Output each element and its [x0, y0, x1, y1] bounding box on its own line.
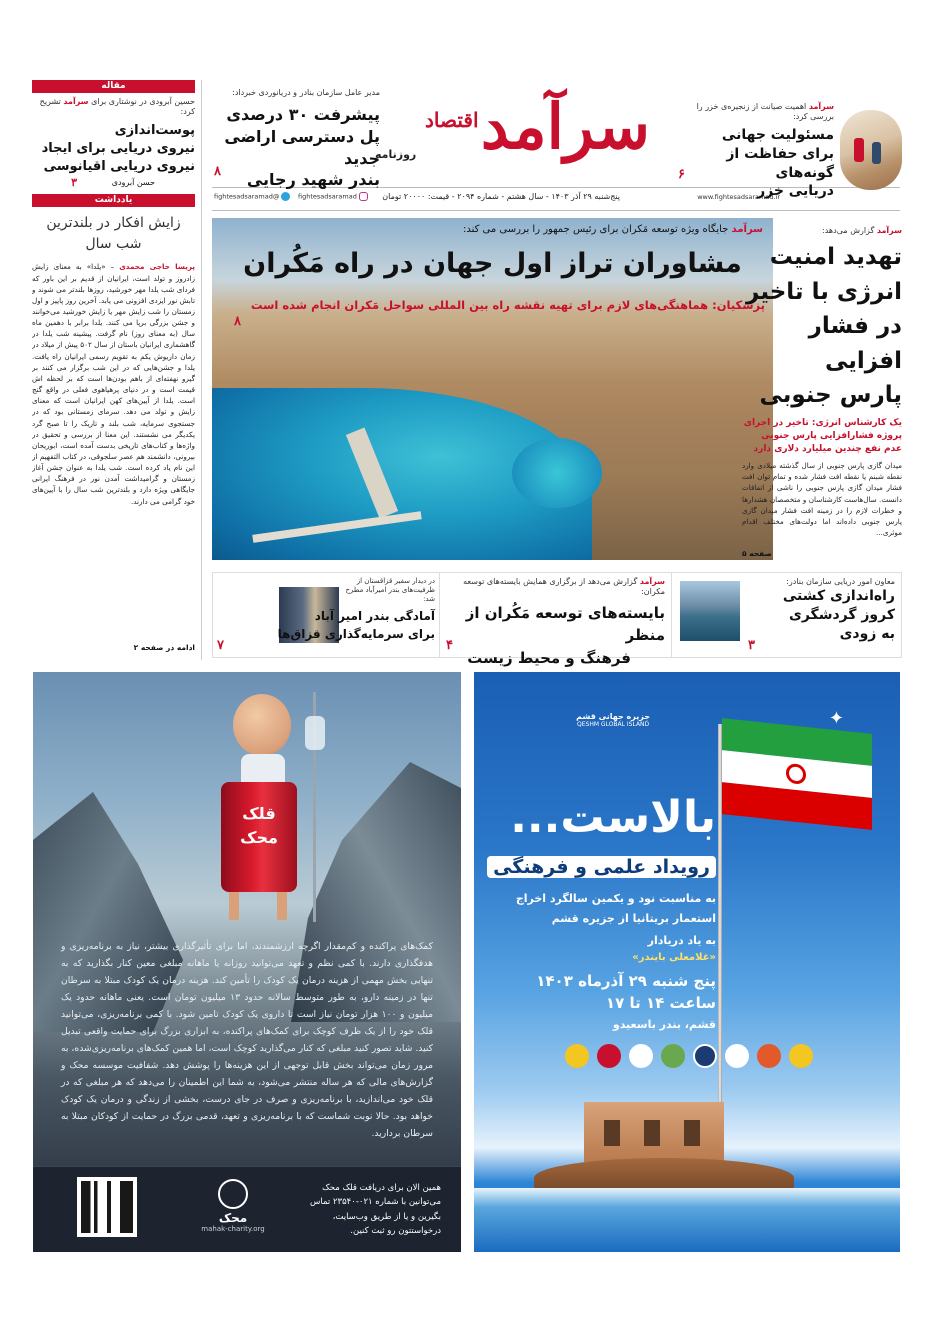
- energy-page-ref[interactable]: صفحه ۵: [742, 549, 772, 559]
- mahak-footer: [33, 1166, 461, 1252]
- energy-title-4: پارس جنوبی: [759, 382, 902, 409]
- sponsor-logo: [789, 1044, 813, 1068]
- masthead-logo: سرآمد: [480, 90, 650, 163]
- energy-title-2: انرژی با تاخیر: [746, 278, 902, 305]
- top-right-title-2: برای حفاظت از گونه‌های: [726, 145, 834, 181]
- bottom-news-title-line: به زودی: [839, 626, 895, 643]
- website-link[interactable]: www.fightesadsaramad.ir: [697, 193, 780, 201]
- qeshm-org-en: QESHM GLOBAL ISLAND: [577, 721, 650, 728]
- lead-story[interactable]: [212, 218, 773, 560]
- column-divider: [201, 80, 202, 660]
- page-number: ۶: [678, 167, 685, 182]
- bottom-news-title-line: آمادگی بندر امیر آباد: [314, 609, 435, 623]
- sponsor-logo: [597, 1044, 621, 1068]
- can-label: محک: [240, 828, 278, 847]
- telegram-link[interactable]: @fightesadsaramad: [214, 192, 290, 201]
- lead-title: مشاوران تراز اول جهان در راه مَکُران: [243, 248, 742, 279]
- child-figure: [233, 694, 291, 756]
- top-right-title-3: دریایی خزر: [757, 183, 834, 200]
- top-right-title-1: مسئولیت جهانی: [721, 126, 834, 143]
- bottom-news-title-line: برای سرمایه‌گذاری قزاق‌ها: [277, 627, 435, 641]
- yaddasht-continue[interactable]: ادامه در صفحه ۲: [133, 643, 195, 653]
- top-left-news[interactable]: [212, 88, 380, 190]
- top-left-kicker: مدیر عامل سازمان بنادر و دریانوردی خبرداد:: [232, 88, 380, 97]
- lead-kicker: سرآمد جایگاه ویژه توسعه مَکران برای رئیس جمهور را بررسی می کند:: [462, 224, 763, 235]
- qeshm-org-fa: جزیره جهانی قشم: [576, 712, 650, 721]
- mahak-body: کمک‌های پراکنده و کم‌مقدار اگرچه ارزشمندند، اما برای تأثیرگذاری بیشتر، نیاز به برنامه‌ریزی و هدفگذاری دارند. با کمی نظم و تعهد می‌توانید روزانه یا ماهانه مبلغی معین کنار بگذارید که به تنهایی بخش مهمی از هزینه درمان یک کودک را تأمین کند. هزینه درمان یک کودک مبتلا به سرطان تنها در زمینه دارو، به طور متوسط سالانه حدود ۱۳ میلیون تومان است. یعنی ماهانه حدود یک میلیون و ۱۰۰ هزار تومان نیاز است تا داروی یک کودک تامین شود. با کمی برنامه‌ریزی، می‌توانید قلک خود را از یک ظرف کوچک برای کمک‌های پراکنده، به ابزاری بزرگ برای حمایت واقعی تبدیل کنید. شاید تصور کنید مبلغی که کنار می‌گذارید کوچک است، اما همین کمک‌های برنامه‌ریزی‌شده، به مرور زمان می‌تواند بخش قابل توجهی از این هزینه‌ها را پوشش دهد. شفافیت موسسه محک و گزارش‌های مالی که هر ساله منتشر می‌شود، به شما این اطمینان را می‌دهد که هر مبلغی که در قلک خود می‌اندازید، با برنامه‌ریزی و صرف در جای درست، بخشی از زندگی و درمان یک کودک خواهد بود. حالا نوبت شماست که با برنامه‌ریزی و تعهد، قدمی بزرگ در حمایت از کودکان مبتلا به سرطان بردارید.: [61, 941, 433, 1140]
- page-number: ۴: [446, 638, 453, 653]
- bottom-news-kicker: در دیدار سفیر قزاقستان از ظرفیت‌های بندر امیرآباد مطرح شد:: [345, 577, 435, 604]
- sidebar: [32, 80, 195, 660]
- qeshm-sub2: به مناسبت نود و یکمین سالگرد اخراج: [515, 892, 716, 905]
- iv-bag: [305, 716, 325, 750]
- yaddasht-title[interactable]: زایش افکار در بلندترین شب سال: [46, 215, 181, 253]
- qeshm-headline: بالاست...: [510, 792, 716, 843]
- qeshm-sub4: به یاد دریادار: [647, 934, 716, 947]
- qr-code[interactable]: [77, 1177, 137, 1237]
- dateline-text: پنج‌شنبه ۲۹ آذر ۱۴۰۳ - سال هشتم - شماره ۲۰۹۴ - قیمت: ۲۰۰۰۰ تومان: [382, 192, 620, 201]
- masthead: [375, 82, 680, 182]
- bird-icon: ✦: [828, 708, 844, 729]
- top-left-title-1: پیشرفت ۳۰ درصدی: [226, 105, 380, 125]
- bottom-news-kicker: معاون امور دریایی سازمان بنادر:: [786, 577, 895, 586]
- sponsor-logo: [757, 1044, 781, 1068]
- can-label: قلک: [242, 804, 276, 823]
- page-number: ۳: [71, 176, 77, 190]
- qolak-can: [221, 782, 297, 892]
- yaddasht-label: یادداشت: [32, 194, 195, 207]
- energy-body: میدان گازی پارس جنوبی از سال گذشته میلادی وارد نقطه شبنم یا نقطه افت فشار شده و تمام توان افت فشار میدان گازی پارس جنوبی را ناشی از اتفاقات دانست. سال‌هاست کارشناسان و متخصصان هشدارها و خطرات لازم را در زمینه افت فشار میدان گازی پارس جنوبی داده‌اند اما دولت‌های مختلف اقدام موثری...: [742, 461, 902, 537]
- energy-kicker: سرآمد گزارش می‌دهد:: [822, 226, 902, 235]
- mahak-cta: همین الان برای دریافت قلک محک می‌توانین با شماره ۰۲۱-۲۳۵۴۰ تماس بگیرین و یا از طریق وب‌سایت، درخواستتون رو ثبت کنین.: [310, 1183, 441, 1237]
- sponsor-logo: [725, 1044, 749, 1068]
- top-right-kicker: سرآمد اهمیت صیانت از زنجیره‌ی خزر را بررسی کرد:: [696, 102, 834, 122]
- masthead-label: روزنامه: [375, 148, 417, 161]
- bottom-news-item[interactable]: [671, 573, 901, 657]
- masthead-logo-sub: اقتصاد: [425, 108, 479, 132]
- page-number: ۷: [217, 638, 224, 653]
- maghaleh-author: حسن آبرودی: [111, 178, 155, 188]
- page-number: ۳: [748, 638, 755, 653]
- mahak-logo-text: محک: [218, 1211, 248, 1225]
- instagram-link[interactable]: fightesadsaramad: [298, 192, 368, 201]
- top-left-title-3: بندر شهید رجایی: [246, 170, 380, 190]
- bottom-news-photo: [680, 581, 740, 641]
- qeshm-sub1: رویداد علمی و فرهنگی: [487, 856, 716, 878]
- yaddasht-body: پریسا حاجی محمدی – «یلدا» به معنای زایش زادروز و تولد است، ایرانیان از قدیم بر این باور که فردای شب یلدا مهر خورشید، روزها بلندتر می شوند و تابش نور ایزدی افزونی می یابد. آخرین روز پاییز و اول زمستان را شب زایش مهر یا زایش خورشید می‌خوانند و جشن بزرگی برپا می کنند. یلدا برابر با دهمین ماه سال (به معنای روز) نام گرفت. پیشینه شب یلدا در گاهشماری ایرانیان باستان از سال ۵۰۲ پیش از میلاد در زمان داریوش یکم به تقویم رسمی ایرانیان راه یافت. یلدا و جشن‌هایی که در این شب برگزار می کنند بر گیرو نهفته‌ای از باهم بودن‌ها است که بر لحظه اش قیمت است و در دنیای پرهیاهوی فعلی در واقع گنج است. یلدا از آیین‌های کهن ایرانیان است که معنای زایش و تولد می دهد. سرمای زمستانی بود که در جستجوی سرمایه، شب بلند و تاریک را تا صبح گرد یکدیگر می نشستند. این معنا از بررسی و تحقیق در واژه‌ها و کتاب‌های تاریخی بدست آمده است، ابوریحان بیرونی، دانشمند هم عصر سلجوقی، در کتاب التفهیم از این نام یاد کرده است. شب یلدا به عنوان جشن آغاز زمستان و گرامیداشت آمدن نور در فرهنگ ایرانی جایگاهی ویژه دارد و بلند‌ترین شب سال را با آیین‌های خود گرامی می دارند.: [32, 262, 195, 506]
- bottom-news-title-line: راه‌اندازی کشتی: [782, 588, 895, 605]
- energy-title-3: در فشار افزایی: [808, 313, 902, 374]
- bottom-news-item[interactable]: [213, 573, 439, 657]
- mahak-ad[interactable]: [33, 672, 461, 1252]
- qeshm-ad[interactable]: [474, 672, 900, 1252]
- energy-lede: یک کارشناس انرژی: تاخیر در اجرای پروژه فشارافزایی پارس جنوبی عدم نفع چندین میلیارد دلاری دارد: [743, 417, 902, 454]
- bottom-news-row: [212, 572, 902, 667]
- mahak-logo-icon: [218, 1179, 248, 1209]
- sea-waves: [474, 1188, 900, 1252]
- sponsor-logos: [544, 1044, 834, 1074]
- top-left-title-2: پل دسترسی اراضی جدید: [224, 126, 380, 168]
- sponsor-logo: [565, 1044, 589, 1068]
- maghaleh-kicker: حسین آبرودی در نوشتاری برای سرآمد تشریح کرد:: [39, 97, 195, 117]
- ruin-building: [584, 1102, 724, 1162]
- lead-subtitle: پزشکیان: هماهنگی‌های لازم برای تهیه نقشه راه بین المللی سواحل مَکران انجام شده است: [250, 298, 765, 312]
- page-number: ۸: [234, 314, 241, 329]
- qeshm-sub5: «غلامعلی بایندر»: [632, 952, 716, 963]
- mahak-website[interactable]: mahak-charity.org: [201, 1225, 265, 1233]
- qeshm-place: قشم، بندر باسعیدو: [612, 1018, 716, 1031]
- child-figure: [229, 892, 239, 920]
- qeshm-sub3: استعمار بریتانیا از جزیره قشم: [551, 912, 716, 925]
- iran-flag: [722, 718, 872, 830]
- sponsor-logo: [661, 1044, 685, 1068]
- sponsor-logo: [693, 1044, 717, 1068]
- qeshm-org: [576, 712, 650, 728]
- instagram-icon: [359, 192, 368, 201]
- energy-story[interactable]: [742, 226, 902, 559]
- bottom-news-kicker: سرآمد گزارش می‌دهد از برگزاری همایش بایسته‌های توسعه مکران:: [463, 577, 665, 597]
- sponsor-logo: [629, 1044, 653, 1068]
- qeshm-date: پنج شنبه ۲۹ آذرماه ۱۴۰۳: [536, 972, 716, 990]
- page-number: ۸: [214, 164, 221, 179]
- top-right-photo: [840, 110, 902, 190]
- mahak-logo[interactable]: [183, 1179, 283, 1233]
- energy-title-1: تهدید امنیت: [769, 244, 902, 271]
- bottom-news-item[interactable]: [439, 573, 671, 667]
- bottom-news-title-line: بایسته‌های توسعه مَکُران از منظر: [465, 603, 665, 645]
- bottom-news-title-line: فرهنگ و محیط زیست: [467, 648, 631, 667]
- child-figure: [277, 892, 287, 920]
- telegram-icon: [281, 192, 290, 201]
- qeshm-time: ساعت ۱۴ تا ۱۷: [605, 994, 716, 1012]
- bottom-news-title-line: کروز گردشگری: [789, 607, 895, 624]
- maghaleh-label: مقاله: [32, 80, 195, 93]
- maghaleh-title[interactable]: پوست‌اندازی نیروی دریایی برای ایجاد نیروی دریایی اقیانوسی: [41, 122, 195, 175]
